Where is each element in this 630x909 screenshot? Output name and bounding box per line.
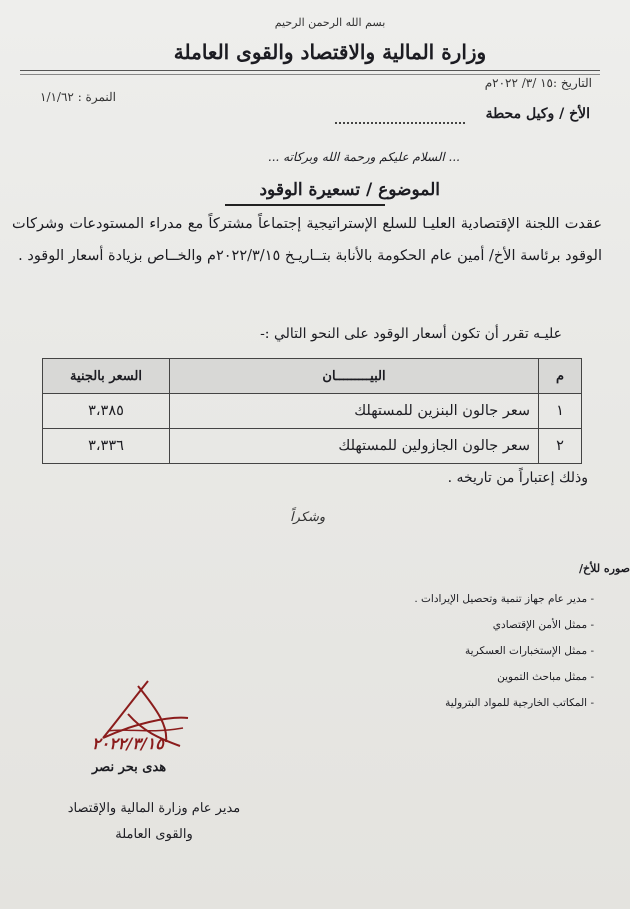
letter-date: التاريخ :١٥ /٣/ ٢٠٢٢م — [484, 76, 592, 90]
table-row — [43, 429, 582, 464]
row-price: ٣،٣٨٥ — [43, 394, 170, 429]
header-rule-secondary — [20, 74, 600, 75]
table-intro: عليـه تقرر أن تكون أسعار الوقود على النحو التالي :- — [260, 326, 562, 342]
addressee: الأخ / وكيل محطة — [485, 106, 590, 122]
row-item: سعر جالون الجازولين للمستهلك — [170, 429, 539, 464]
list-item: - ممثل الإستخبارات العسكرية — [334, 644, 594, 670]
body-paragraph: عقدت اللجنة الإقتصادية العليـا للسلع الإستراتيجية إجتماعاً مشتركاً مع مدراء المستودعات وشركات الوقود برئاسة الأخ/ أمين عام الحكومة بالأنابة بتــاريـخ ٢٠٢٢/٣/١٥م والخــاص بزيادة أسعار الوقود . — [12, 216, 602, 264]
table-row — [43, 394, 582, 429]
thanks: وشكراً — [290, 510, 326, 525]
header-number: م — [539, 359, 582, 394]
effective-note: وذلك إعتباراً من تاريخه . — [447, 470, 588, 486]
addressee-dotted-line — [335, 112, 465, 124]
signer-name: هدى بحر نصر — [92, 760, 167, 775]
cc-list — [334, 592, 594, 722]
signer-title — [44, 796, 264, 848]
list-item: - ممثل الأمن الإقتصادي — [334, 618, 594, 644]
list-item: - ممثل مباحث التموين — [334, 670, 594, 696]
row-number: ١ — [539, 394, 582, 429]
subject-underline — [225, 204, 385, 206]
reference-number: النمرة : ١/١/٦٢ — [40, 90, 117, 104]
row-price: ٣،٣٣٦ — [43, 429, 170, 464]
basmala: بسم الله الرحمن الرحيم — [274, 16, 386, 29]
list-item: - المكاتب الخارجية للمواد البترولية — [334, 696, 594, 722]
signer-title-line1: مدير عام وزارة المالية والإقتصاد — [67, 801, 241, 816]
ministry-name: وزارة المالية والاقتصاد والقوى العاملة — [173, 40, 487, 64]
list-item: - مدير عام جهاز تنمية وتحصيل الإيرادات . — [334, 592, 594, 618]
greeting: ... السلام عليكم ورحمة الله وبركاته ... — [267, 150, 460, 164]
row-item: سعر جالون البنزين للمستهلك — [170, 394, 539, 429]
signer-title-line2: والقوى العاملة — [115, 827, 193, 842]
row-number: ٢ — [539, 429, 582, 464]
table-header-row — [43, 359, 582, 394]
subject: الموضوع / تسعيرة الوقود — [259, 180, 440, 200]
signature-date: ٢٠٢٢/٣/١٥ — [92, 734, 164, 753]
header-price: السعر بالجنية — [43, 359, 170, 394]
header-item: البيـــــــــان — [170, 359, 539, 394]
cc-title: صوره للأخ/ — [579, 562, 630, 575]
fuel-price-table — [42, 358, 582, 464]
header-rule — [20, 70, 600, 71]
